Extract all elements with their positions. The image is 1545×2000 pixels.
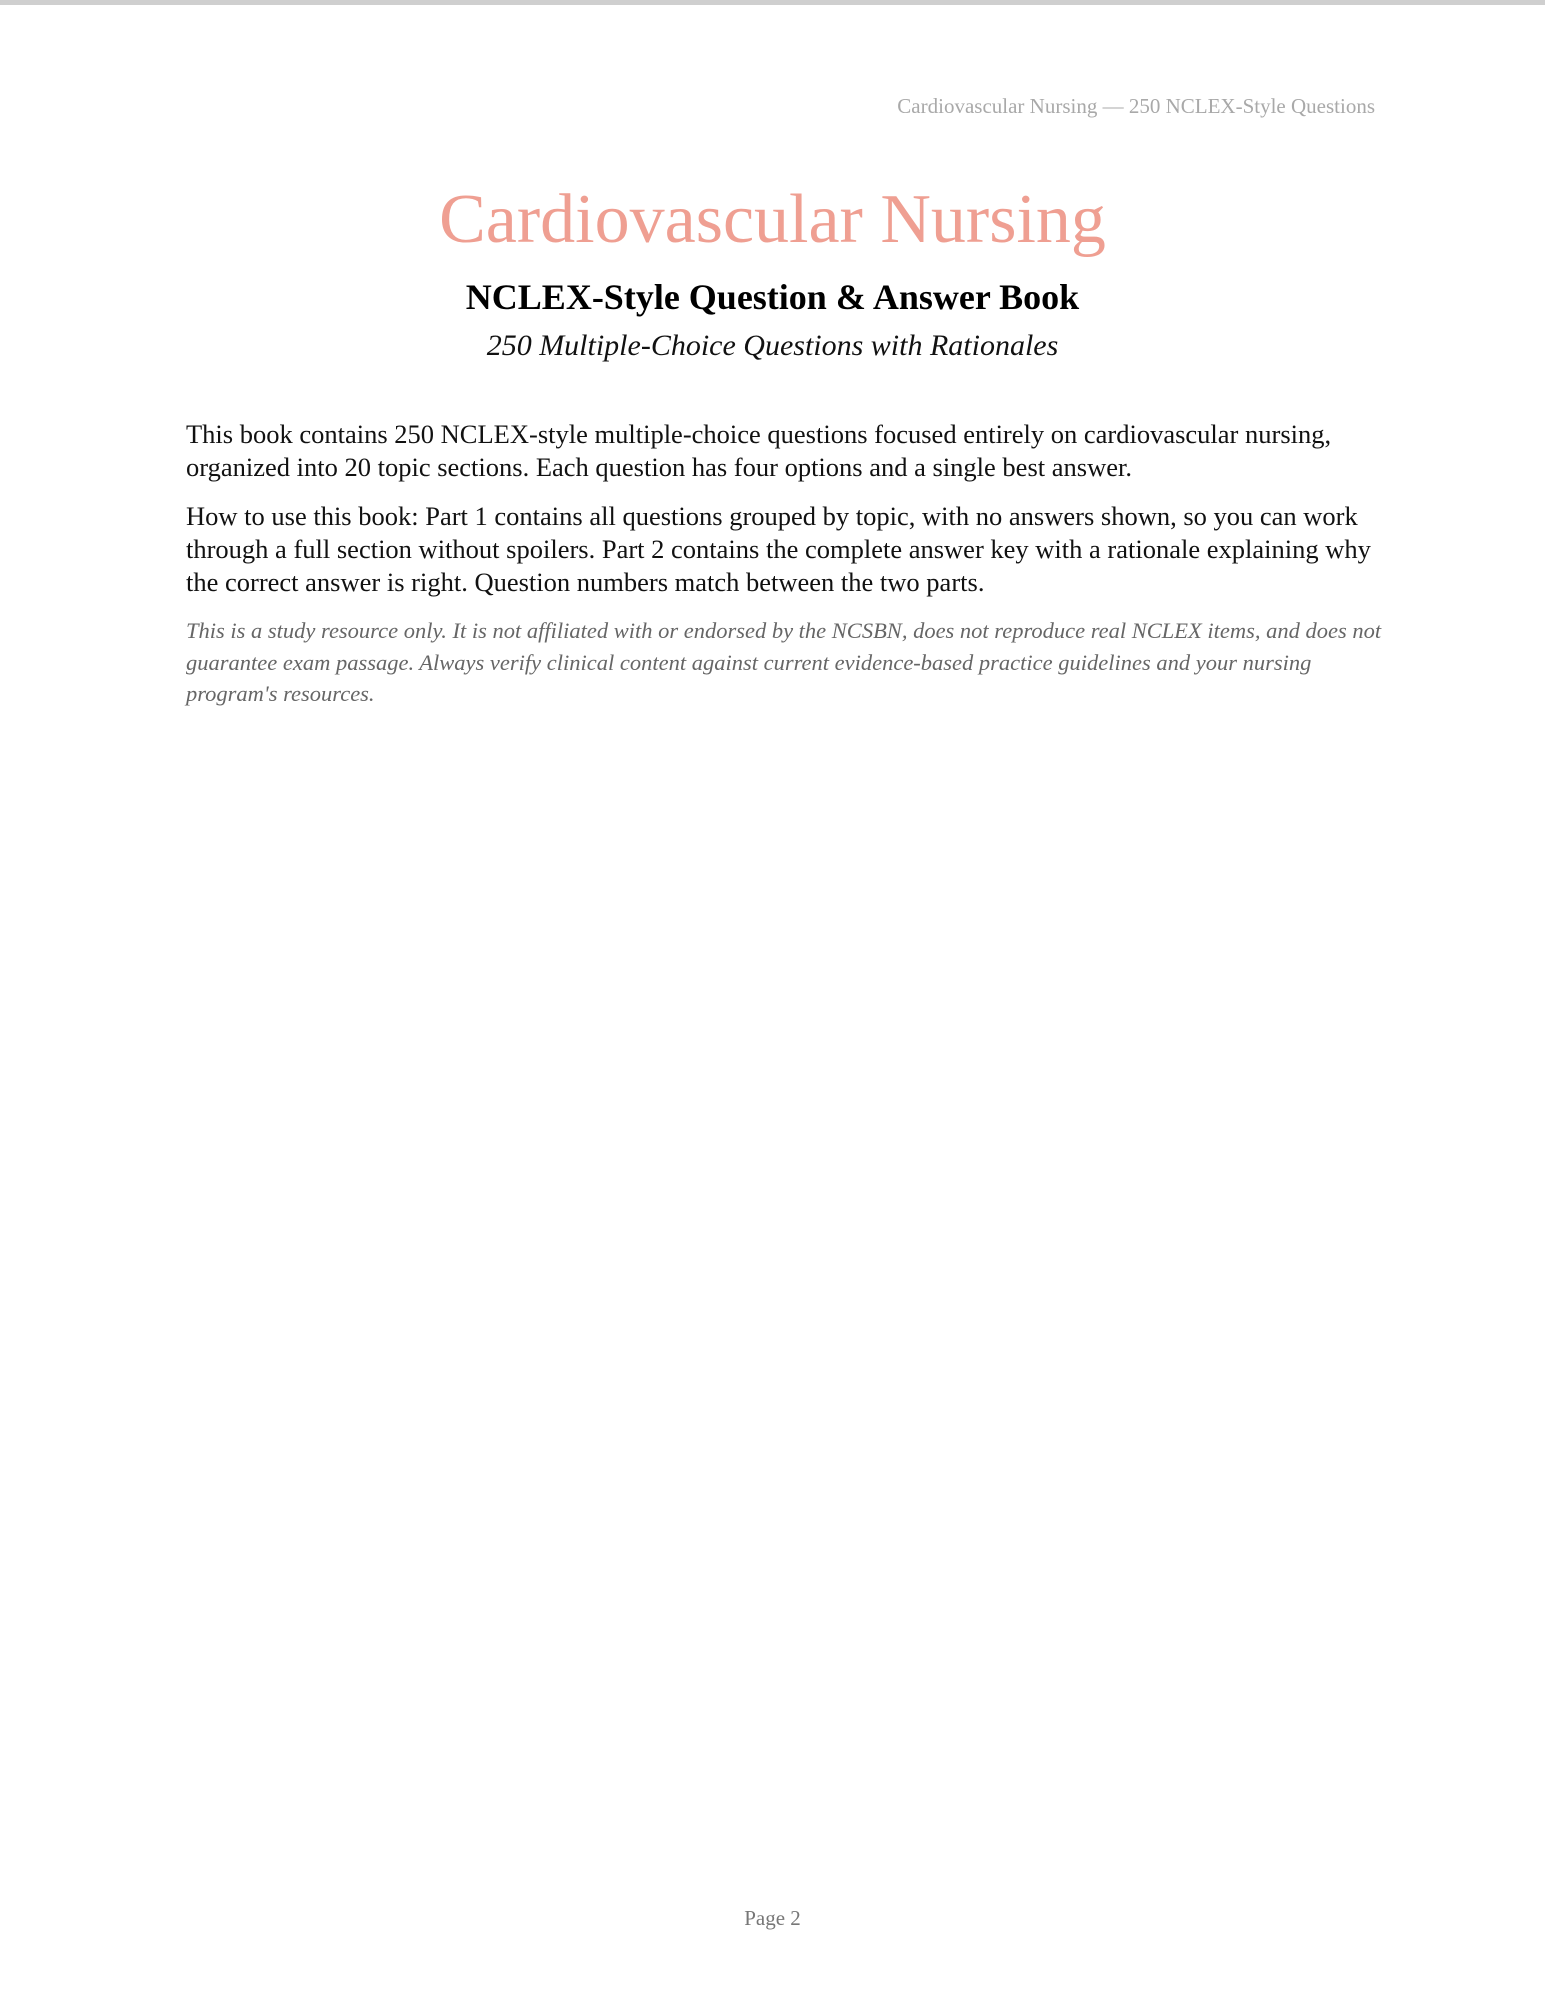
body-text	[186, 418, 1386, 710]
title-block	[0, 178, 1545, 364]
top-border	[0, 0, 1545, 5]
intro-paragraph: This book contains 250 NCLEX-style multiple-choice questions focused entirely on cardiovascular nursing, organized into 20 topic sections. Each question has four options and a single best answer.	[186, 419, 1332, 482]
document-title: Cardiovascular Nursing	[439, 181, 1106, 258]
how-to-use-paragraph: How to use this book: Part 1 contains all questions grouped by topic, with no answers shown, so you can work through a full section without spoilers. Part 2 contains the complete answer key with a rationale explaining why the correct answer is right. Question numbers match between the two parts.	[186, 501, 1371, 597]
page-number: Page 2	[744, 1906, 801, 1930]
running-header: Cardiovascular Nursing — 250 NCLEX-Style Questions	[897, 94, 1375, 118]
disclaimer-paragraph: This is a study resource only. It is not affiliated with or endorsed by the NCSBN, does not reproduce real NCLEX items, and does not guarantee exam passage. Always verify clinical content against current evidence-based practice guidelines and your nursing program's resources.	[186, 618, 1382, 706]
document-subtitle: NCLEX-Style Question & Answer Book	[465, 277, 1080, 317]
document-tagline: 250 Multiple-Choice Questions with Rationales	[486, 329, 1059, 362]
